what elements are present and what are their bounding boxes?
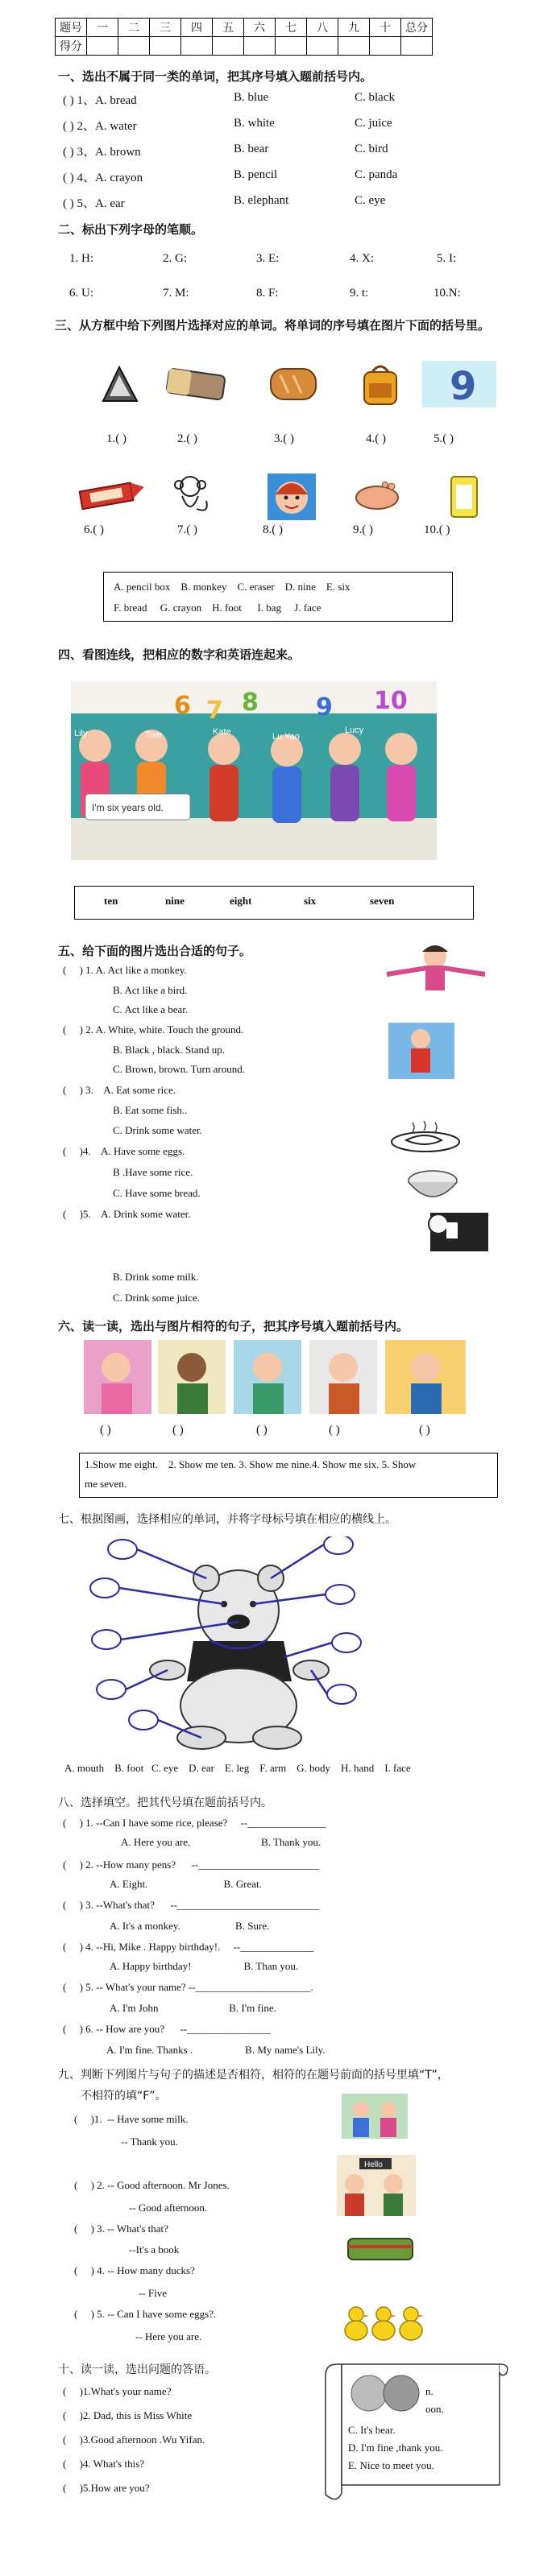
ducks-picture [342,2303,430,2351]
s10-answer: D. I'm fine ,thank you. [348,2442,443,2454]
show-number-picture-2 [158,1340,226,1414]
kid-name: Kate [213,727,231,737]
s5-line: C. Drink some juice. [113,1292,200,1304]
show-number-picture-5 [385,1340,466,1414]
s2-letter: 8. F: [256,287,279,300]
section3-title: 三、从方框中给下列图片选择对应的单词。将单词的序号填在图片下面的括号里。 [55,318,491,333]
s9-line: -- Thank you. [121,2136,178,2148]
s1-q2: ( ) 2、A. water [63,120,137,133]
body-part-words: A. mouth B. foot C. eye D. ear E. leg F. arm G. body H. hand I. face [64,1762,411,1774]
sentence-line: 1.Show me eight. 2. Show me ten. 3. Show me nine.4. Show me six. 5. Show [85,1458,417,1470]
s1-q1-b: B. blue [234,91,269,104]
word-bank-line: A. pencil box B. monkey C. eraser D. nine E. six [114,581,351,593]
s1-q4-b: B. pencil [234,168,278,181]
s6-blank[interactable]: ( ) [100,1424,111,1437]
s5-line: C. Have some bread. [113,1187,201,1199]
pencil-box-picture [448,473,480,520]
s8-line: ( ) 5. -- What's your name? --______________________. [63,1981,313,1993]
score-cell: 总分 [401,19,433,37]
word-bank-box [103,572,453,622]
s3-blank[interactable]: 2.( ) [177,432,197,445]
s3-blank[interactable]: 10.( ) [424,523,450,536]
s2-letter: 9. t: [350,287,369,300]
pencil-case-picture [342,2231,419,2266]
s1-q5-b: B. elephant [234,194,289,207]
score-input-cell[interactable] [338,37,370,56]
s1-q5: ( ) 5、A. ear [63,197,125,210]
s6-blank[interactable]: ( ) [172,1424,184,1437]
number-sign-10: 10 [374,687,408,715]
s8-line: ( ) 6. -- How are you? --________________ [63,2023,272,2035]
s5-line: ( )5. A. Drink some water. [63,1208,191,1220]
score-input-cell[interactable] [213,37,244,56]
score-cell: 得分 [56,37,87,56]
sentence-line: me seven. [85,1478,127,1490]
score-cell: 题号 [56,19,87,37]
s9-line: -- Here you are. [135,2330,202,2342]
s8-line: ( ) 4. --Hi, Mike . Happy birthday!. --______________ [63,1941,314,1953]
score-table [55,18,433,56]
s2-letter: 1. H: [69,252,93,265]
s1-q2-c: C. juice [355,117,392,130]
score-input-cell[interactable] [276,37,307,56]
number-sign-6: 6 [174,692,191,720]
s8-line: A. I'm fine. Thanks . B. My name's Lily. [106,2044,326,2056]
s6-blank[interactable]: ( ) [329,1424,340,1437]
s3-blank[interactable]: 7.( ) [177,523,197,536]
s9-line: ( ) 3. -- What's that? [74,2222,168,2235]
score-input-cell[interactable] [150,37,181,56]
number-sign-7: 7 [206,697,223,725]
s5-line: C. Drink some water. [113,1124,202,1136]
number-sign-9: 9 [316,693,333,722]
score-input-cell[interactable] [244,37,276,56]
s10-answer: oon. [425,2403,444,2415]
bread-picture [266,361,321,406]
s9-line: ( ) 5. -- Can I have some eggs?. [74,2308,217,2320]
s9-line: -- Good afternoon. [129,2202,208,2214]
show-me-sentences-box [79,1453,498,1498]
fish-dish-picture [388,1119,463,1155]
s8-line: ( ) 1. --Can I have some rice, please? --_______________ [63,1817,326,1829]
section5-title: 五、给下面的图片选出合适的句子。 [58,944,252,958]
s5-line: B. Act like a bird. [113,984,188,996]
s1-q3: ( ) 3、A. brown [63,146,141,159]
show-number-picture-3 [234,1340,301,1414]
section1-title: 一、选出不属于同一类的单词，把其序号填入题前括号内。 [58,69,373,84]
s10-answer: n. [425,2385,433,2397]
s2-letter: 5. I: [437,252,457,265]
score-cell: 一 [87,19,118,37]
kid-name: Lu Yao [272,732,300,742]
s2-letter: 10.N: [433,287,461,300]
kids-milk-picture [342,2094,408,2139]
s3-blank[interactable]: 6.( ) [84,523,104,536]
number-sign-8: 8 [242,688,259,717]
s9-line: -- Five [139,2287,168,2299]
score-cell: 四 [181,19,213,37]
crayon-picture [74,475,147,515]
s2-letter: 3. E: [256,252,280,265]
score-cell: 七 [276,19,307,37]
s2-letter: 2. G: [163,252,187,265]
score-input-cell[interactable] [87,37,118,56]
s8-line: A. I'm John B. I'm fine. [110,2002,276,2014]
foot-picture [351,475,403,515]
section9-title-cont: 不相符的填“F”。 [81,2090,167,2103]
s5-line: B. Black , black. Stand up. [113,1044,226,1056]
s8-line: ( ) 2. --How many pens? --_______________________ [63,1859,319,1871]
kid-name: Tom [145,730,162,740]
nine-picture [422,361,496,407]
s1-q1-c: C. black [355,91,395,104]
section6-title: 六、读一读，选出与图片相符的句子，把其序号填入题前括号内。 [58,1319,409,1333]
number-words-box [74,886,474,920]
s2-letter: 4. X: [350,252,374,265]
hello-sign: Hello [364,2160,383,2169]
face-picture [266,472,317,522]
s10-question: ( )2. Dad, this is Miss White [63,2409,193,2421]
s3-blank[interactable]: 4.( ) [366,432,386,445]
show-number-picture-1 [84,1340,151,1414]
s5-line: B. Drink some milk. [113,1271,199,1283]
section7-title: 七、根据图画，选择相应的单词，并将字母标号填在相应的横线上。 [58,1513,396,1526]
s10-question: ( )3.Good afternoon .Wu Yifan. [63,2433,205,2446]
s1-q3-b: B. bear [234,143,269,155]
s5-line: ( ) 1. A. Act like a monkey. [63,964,187,976]
s6-blank[interactable]: ( ) [419,1424,430,1437]
eraser-picture [163,362,229,404]
section8-title: 八、选择填空。把其代号填在题前括号内。 [58,1797,272,1809]
s5-line: ( ) 3. A. Eat some rice. [63,1084,176,1096]
bag-picture [356,361,404,409]
s6-blank[interactable]: ( ) [256,1424,268,1437]
s3-blank[interactable]: 5.( ) [433,432,454,445]
kid-name: Lily [74,729,88,738]
s8-line: A. Happy birthday! B. Than you. [110,1960,299,1972]
score-cell: 九 [338,19,370,37]
number-word[interactable]: ten [104,895,118,907]
score-cell: 八 [307,19,338,37]
score-cell: 五 [213,19,244,37]
score-input-cell[interactable] [401,37,433,56]
kid-name: Lucy [345,726,364,735]
score-input-cell[interactable] [370,37,401,56]
speech-bubble: I'm six years old. [92,802,164,813]
svg-text:9: 9 [450,364,477,407]
s1-q3-c: C. bird [355,143,388,155]
s5-line: C. Act like a bear. [113,1003,189,1015]
number-word[interactable]: six [304,895,317,907]
boy-turning-picture [388,1023,454,1079]
pooh-labeling-diagram [81,1536,403,1755]
number-word[interactable]: eight [230,895,252,907]
s10-question: ( )1.What's your name? [63,2385,172,2397]
s1-q1: ( ) 1、A. bread [63,94,137,107]
score-cell: 六 [244,19,276,37]
s1-q4: ( ) 4、A. crayon [63,172,143,184]
number-word[interactable]: seven [370,895,395,907]
s5-line: B. Eat some fish.. [113,1104,188,1116]
s8-line: A. Here you are. B. Thank you. [121,1836,321,1848]
s9-line: ( )1. -- Have some milk. [74,2113,189,2125]
score-cell: 二 [118,19,150,37]
number-word[interactable]: nine [165,895,185,907]
s8-line: ( ) 3. --What's that? --___________________________ [63,1899,319,1911]
s5-line: C. Brown, brown. Turn around. [113,1063,245,1075]
section9-title: 九、判断下列图片与句子的描述是否相符，相符的在题号前面的括号里填“T”， [58,2069,449,2082]
s3-blank[interactable]: 9.( ) [353,523,373,536]
s5-line: ( ) 2. A. White, white. Touch the ground. [63,1023,244,1036]
show-number-picture-4 [309,1340,377,1414]
s9-line: ( ) 2. -- Good afternoon. Mr Jones. [74,2179,230,2191]
section4-title: 四、看图连线，把相应的数字和英语连起来。 [58,647,301,662]
s5-line: B .Have some rice. [113,1166,193,1178]
girl-flying-picture [382,941,490,1002]
score-cell: 十 [370,19,401,37]
s2-letter: 6. U: [69,287,93,300]
s1-q2-b: B. white [234,117,275,130]
score-input-cell[interactable] [181,37,213,56]
s10-answer: C. It's bear. [348,2424,396,2436]
score-input-cell[interactable] [307,37,338,56]
s3-blank[interactable]: 8.( ) [263,523,283,536]
s1-q5-c: C. eye [355,194,386,207]
monkey-picture [166,472,214,522]
s3-blank[interactable]: 1.( ) [106,432,127,445]
rice-bowl-picture [403,1168,463,1205]
s9-line: ( ) 4. -- How many ducks? [74,2264,195,2276]
s1-q4-c: C. panda [355,168,398,181]
section10-title: 十、读一读，选出问题的答语。 [58,2363,216,2376]
s9-line: --It's a book [129,2243,180,2256]
s5-line: ( )4. A. Have some eggs. [63,1145,185,1157]
s10-question: ( )4. What's this? [63,2458,145,2470]
s10-question: ( )5.How are you? [63,2482,150,2494]
teacher-greeting-picture [337,2155,416,2216]
s8-line: A. It's a monkey. B. Sure. [110,1920,270,1932]
section2-title: 二、标出下列字母的笔顺。 [58,222,204,237]
s2-letter: 7. M: [163,287,189,300]
pencil-sharpener-picture [95,361,143,409]
score-input-cell[interactable] [118,37,150,56]
score-cell: 三 [150,19,181,37]
s10-answer: E. Nice to meet you. [348,2459,434,2471]
girl-drinking-picture [406,1209,488,1255]
s8-line: A. Eight. B. Great. [110,1878,262,1890]
kids-holding-numbers-picture [71,681,437,860]
word-bank-line: F. bread G. crayon H. foot I. bag J. face [114,602,321,614]
s3-blank[interactable]: 3.( ) [274,432,294,445]
